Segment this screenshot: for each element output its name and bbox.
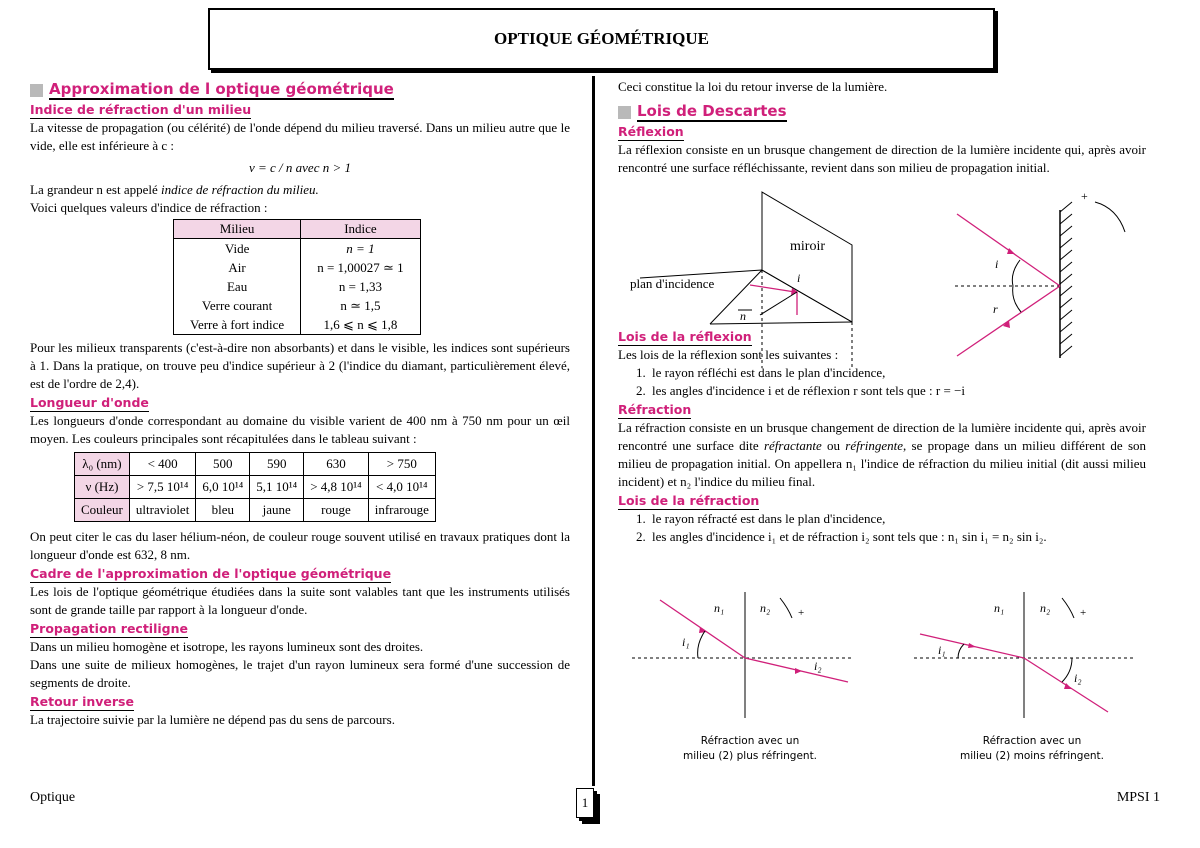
table-row <box>174 315 421 335</box>
caption-line: milieu (2) moins réfringent. <box>959 750 1105 762</box>
paragraph-cadre: Les lois de l'optique géométrique étudiées dans la suite sont valables tant que les instruments utilisés sont de grande taille par rapport à la longueur d'onde. <box>30 584 570 617</box>
paragraph-refraction <box>618 419 1146 491</box>
table-row <box>174 296 421 315</box>
paragraph-grandeur <box>30 181 570 199</box>
section-approximation <box>30 80 570 100</box>
label-plus: + <box>1080 607 1087 619</box>
subheading-longueur: Longueur d'onde <box>30 395 149 410</box>
cell: Verre courant <box>174 296 301 315</box>
caption-more <box>670 734 830 764</box>
list-item: 2. les angles d'incidence i et de réflexion r sont tels que : r = −i <box>636 383 966 398</box>
cell: n ≃ 1,5 <box>301 296 420 315</box>
footer-right: MPSI 1 <box>1116 790 1160 805</box>
cell: 590 <box>250 453 304 476</box>
caption-less <box>952 734 1112 764</box>
subheading-propagation: Propagation rectiligne <box>30 621 188 636</box>
cell: rouge <box>304 499 369 522</box>
text: La réfraction consiste en un brusque changement de direction de la lumière incidente qui, après avoir rencontré une surface dite <box>618 420 1146 453</box>
table-row <box>174 258 421 277</box>
cell: < 4,0 10¹⁴ <box>368 476 435 499</box>
label-n2: n₂ <box>1040 601 1051 615</box>
text-italic: réfringente <box>845 438 904 453</box>
text-indice-term: indice de réfraction du milieu. <box>161 182 319 197</box>
page-number: 1 <box>576 788 594 818</box>
cell: 6,0 10¹⁴ <box>196 476 250 499</box>
table-row <box>75 499 436 522</box>
label-plan: plan d'incidence <box>630 276 715 291</box>
cell: 630 <box>304 453 369 476</box>
index-table <box>173 219 421 335</box>
label-n1: n₁ <box>994 601 1005 615</box>
cell: n = 1,33 <box>301 277 420 296</box>
label-i: i <box>797 271 801 285</box>
reflection-3d-figure <box>620 190 860 370</box>
label-n: n <box>740 309 746 323</box>
formula-speed: v = c / n avec n > 1 <box>248 160 351 175</box>
table-row <box>75 453 436 476</box>
table-row <box>75 476 436 499</box>
section-heading: Approximation de l optique géométrique <box>49 80 394 98</box>
cell: n = 1,00027 ≃ 1 <box>301 258 420 277</box>
paragraph-longueur: Les longueurs d'onde correspondant au domaine du visible varient de 400 nm à 750 nm pour un œil moyen. Les couleurs principales sont récapitulées dans le tableau suivant : <box>30 413 570 446</box>
subheading-lois-refraction: Lois de la réfraction <box>618 493 760 508</box>
label-i: i <box>995 257 999 271</box>
subheading-refraction: Réfraction <box>618 402 692 417</box>
cell: λ₀ (nm) <box>75 453 130 476</box>
section-bullet <box>30 84 43 97</box>
paragraph-laser: On peut citer le cas du laser hélium-néon, de couleur rouge souvent utilisé en travaux pratiques dont la longueur d'onde est 632, 8 nm. <box>30 529 570 562</box>
cell: < 400 <box>129 453 195 476</box>
text: ou <box>821 438 846 453</box>
cell: n = 1 <box>301 239 420 259</box>
refraction-more-figure <box>630 590 860 722</box>
subheading-retour: Retour inverse <box>30 694 134 709</box>
subheading-reflexion: Réflexion <box>618 124 684 139</box>
text: , se propage dans un milieu différent de son milieu de propagation initial. On appellera n₁ l'indice de réfraction du milieu initial (dit aussi milieu incident) et n₂ l'indice du milieu final. <box>618 438 1147 489</box>
cell: Eau <box>174 277 301 296</box>
cell: 1,6 ⩽ n ⩽ 1,8 <box>301 315 420 335</box>
label-miroir: miroir <box>790 239 825 254</box>
label-i1: i₁ <box>682 635 690 649</box>
paragraph-indice: La vitesse de propagation (ou célérité) de l'onde dépend du milieu traversé. Dans un milieu autre que le vide, elle est inférieure à c : <box>30 120 570 153</box>
paragraph-reflexion: La réflexion consiste en un brusque changement de direction de la lumière incidente qui, après avoir rencontré une surface réfléchissante, revient dans son milieu de propagation initial. <box>618 142 1146 175</box>
cell: ν (Hz) <box>75 476 130 499</box>
cell: infrarouge <box>368 499 435 522</box>
section-descartes <box>618 102 1146 122</box>
list-item: 1. le rayon réfracté est dans le plan d'incidence, <box>636 511 886 526</box>
paragraph-voici: Voici quelques valeurs d'indice de réfraction : <box>30 200 268 215</box>
paragraph-lois-reflexion: Les lois de la réflexion sont les suivantes : <box>618 347 839 362</box>
cell: jaune <box>250 499 304 522</box>
cell: 5,1 10¹⁴ <box>250 476 304 499</box>
cell: Air <box>174 258 301 277</box>
cell: > 750 <box>368 453 435 476</box>
column-divider <box>592 76 595 786</box>
subheading-lois-reflexion: Lois de la réflexion <box>618 329 752 344</box>
label-i2: i₂ <box>814 659 822 673</box>
page-title: OPTIQUE GÉOMÉTRIQUE <box>208 8 995 70</box>
caption-line: Réfraction avec un <box>700 735 800 747</box>
cell: > 4,8 10¹⁴ <box>304 476 369 499</box>
paragraph-retour: La trajectoire suivie par la lumière ne dépend pas du sens de parcours. <box>30 712 395 727</box>
label-plus: + <box>1081 189 1088 203</box>
cell: 500 <box>196 453 250 476</box>
paragraph-propagation-2: Dans une suite de milieux homogènes, le trajet d'un rayon lumineux sera formé d'une succession de segments de droite. <box>30 657 570 690</box>
cell: Verre à fort indice <box>174 315 301 335</box>
index-header-indice: Indice <box>301 220 420 239</box>
text-grandeur: La grandeur n est appelé <box>30 182 162 197</box>
label-r: r <box>993 302 998 316</box>
table-row <box>174 239 421 259</box>
index-header-milieu: Milieu <box>174 220 301 239</box>
section-heading: Lois de Descartes <box>637 102 787 120</box>
list-item-text: le rayon réfléchi est dans le plan d'incidence, <box>652 365 886 380</box>
section-bullet <box>618 106 631 119</box>
label-i1: i₁ <box>938 643 946 657</box>
label-i2: i₂ <box>1074 671 1082 685</box>
refraction-less-figure <box>912 590 1142 722</box>
subheading-cadre: Cadre de l'approximation de l'optique géométrique <box>30 566 392 581</box>
left-column <box>30 78 570 729</box>
paragraph-propagation-1: Dans un milieu homogène et isotrope, les rayons lumineux sont des droites. <box>30 639 424 654</box>
cell: bleu <box>196 499 250 522</box>
subheading-indice: Indice de réfraction d'un milieu <box>30 102 252 117</box>
paragraph-transparents: Pour les milieux transparents (c'est-à-dire non absorbants) et dans le visible, les indices sont supérieurs à 1. Dans la pratique, on trouve peu d'indice supérieur à 2 (l'indice du diamant, particulièrement élevé, est de l'ordre de 2,4). <box>30 340 570 391</box>
cell: ultraviolet <box>129 499 195 522</box>
refraction-laws-list <box>636 510 1146 546</box>
list-item: 2. les angles d'incidence i₁ et de réfraction i₂ sont tels que : n₁ sin i₁ = n₂ sin i₂. <box>636 529 1047 544</box>
list-item-text: les angles d'incidence i et de réflexion r sont tels que : r = −i <box>652 383 966 398</box>
list-item-text: les angles d'incidence i₁ et de réfraction i₂ sont tels que : n₁ sin i₁ = n₂ sin i₂. <box>652 529 1047 544</box>
paragraph-ceci: Ceci constitue la loi du retour inverse de la lumière. <box>618 79 888 94</box>
label-n2: n₂ <box>760 601 771 615</box>
wavelength-table <box>74 452 436 522</box>
list-item: 1. le rayon réfléchi est dans le plan d'incidence, <box>636 365 886 380</box>
label-n1: n₁ <box>714 601 725 615</box>
footer-left: Optique <box>30 790 76 805</box>
label-plus: + <box>798 607 805 619</box>
caption-line: Réfraction avec un <box>982 735 1082 747</box>
cell: > 7,5 10¹⁴ <box>129 476 195 499</box>
caption-line: milieu (2) plus réfringent. <box>682 750 818 762</box>
cell: Couleur <box>75 499 130 522</box>
reflection-angle-figure <box>935 188 1150 366</box>
cell: Vide <box>174 239 301 259</box>
list-item-text: le rayon réfracté est dans le plan d'incidence, <box>652 511 886 526</box>
text-italic: réfractante <box>763 438 822 453</box>
table-row <box>174 277 421 296</box>
